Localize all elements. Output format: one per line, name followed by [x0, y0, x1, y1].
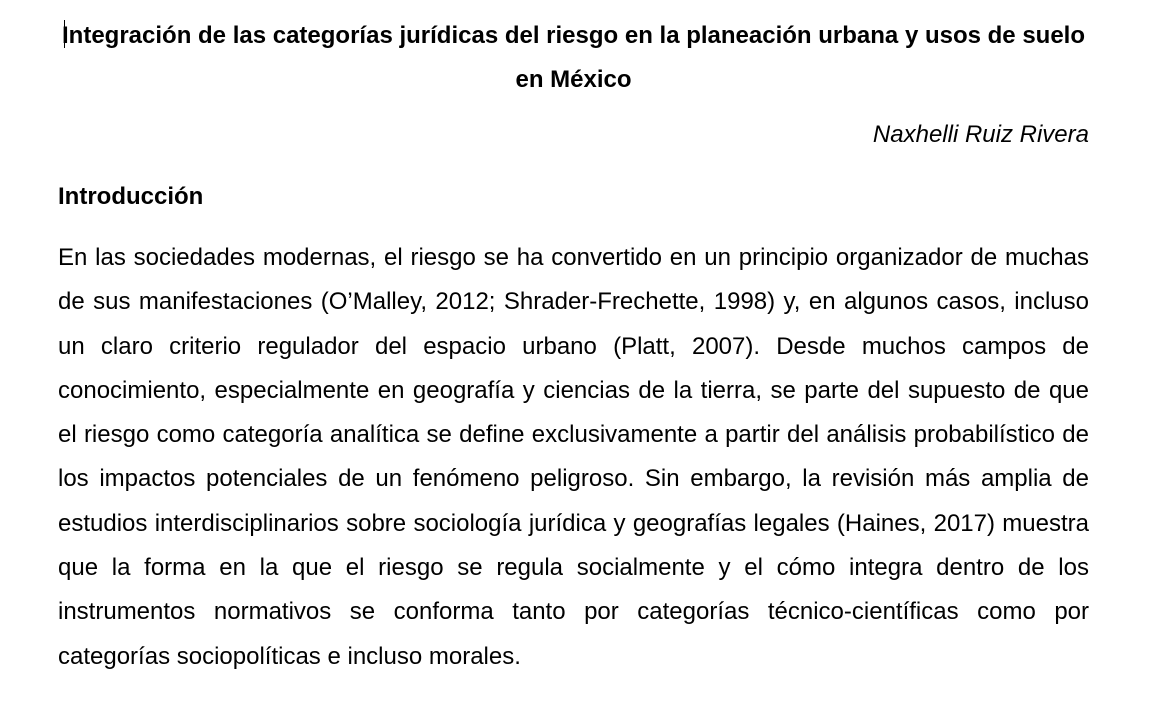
author-name[interactable]: Naxhelli Ruiz Rivera — [872, 121, 1089, 148]
title-block — [58, 0, 1089, 102]
body-paragraph[interactable]: En las sociedades modernas, el riesgo se ha convertido en un principio organizador de muchas de sus manifestaciones (O’Malley, 2012; Shrader-Frechette, 1998) y, en algunos casos, incluso un claro criterio regulador del espacio urbano (Platt, 2007). Desde muchos campos de conocimiento, especialmente en geografía y ciencias de la tierra, se parte del supuesto de que el riesgo como categoría analítica se define exclusivamente a partir del análisis probabilístico de los impactos potenciales de un fenómeno peligroso. Sin embargo, la revisión más amplia de estudios interdisciplinarios sobre sociología jurídica y geografías legales (Haines, 2017) muestra que la forma en la que el riesgo se regula socialmente y el cómo integra dentro de los instrumentos normativos se conforma tanto por categorías técnico-científicas como por categorías sociopolíticas e incluso morales. — [58, 244, 1089, 670]
document-title[interactable]: Integración de las categorías jurídicas del riesgo en la planeación urbana y usos de suelo en México — [62, 22, 1085, 93]
section-heading[interactable]: Introducción — [58, 183, 204, 210]
document-page — [58, 0, 1089, 679]
